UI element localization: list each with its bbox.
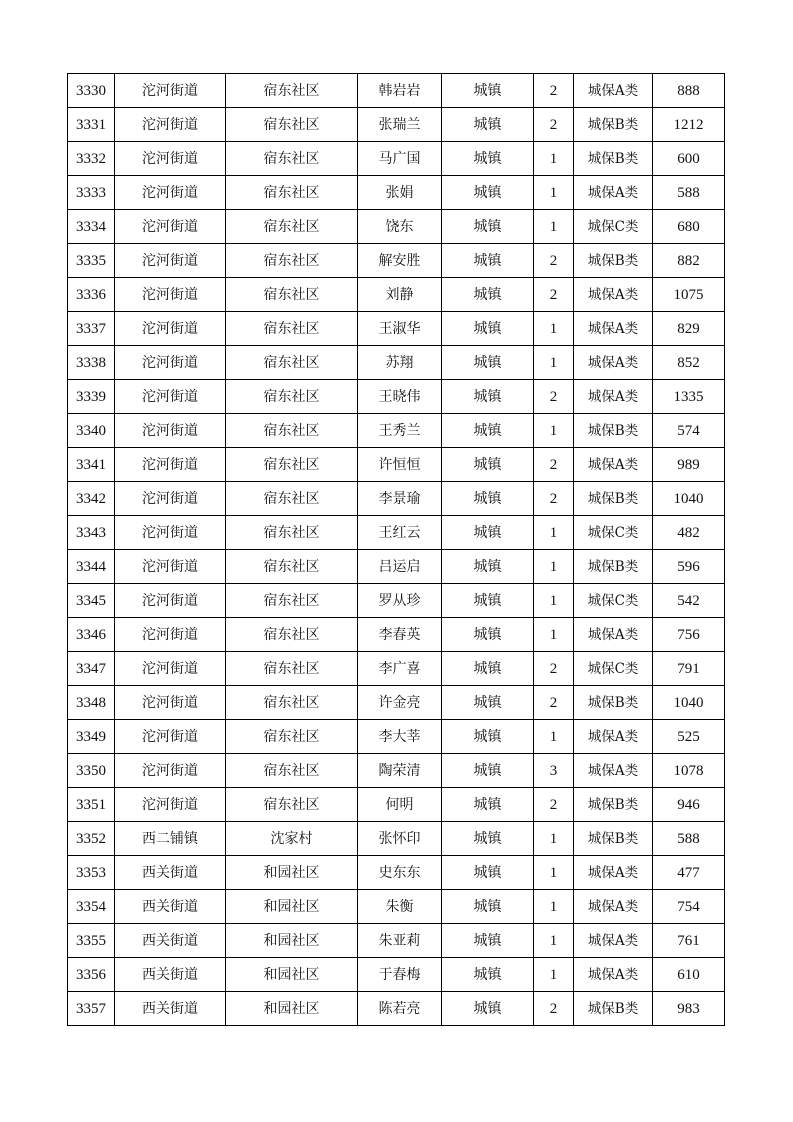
community-cell: 宿东社区 xyxy=(226,652,358,686)
document-page xyxy=(67,73,724,1026)
table-row xyxy=(68,652,725,686)
household-type-cell: 城镇 xyxy=(442,142,534,176)
row-number-cell: 3349 xyxy=(68,720,115,754)
row-number-cell: 3331 xyxy=(68,108,115,142)
table-row xyxy=(68,244,725,278)
household-type-cell: 城镇 xyxy=(442,890,534,924)
table-row xyxy=(68,176,725,210)
household-size-cell: 2 xyxy=(534,686,574,720)
community-cell: 宿东社区 xyxy=(226,584,358,618)
name-cell: 马广国 xyxy=(358,142,442,176)
household-size-cell: 1 xyxy=(534,856,574,890)
row-number-cell: 3334 xyxy=(68,210,115,244)
household-size-cell: 2 xyxy=(534,74,574,108)
household-type-cell: 城镇 xyxy=(442,278,534,312)
community-cell: 和园社区 xyxy=(226,856,358,890)
table-row xyxy=(68,108,725,142)
subdistrict-cell: 西关街道 xyxy=(115,856,226,890)
name-cell: 李大莘 xyxy=(358,720,442,754)
household-size-cell: 1 xyxy=(534,414,574,448)
household-type-cell: 城镇 xyxy=(442,380,534,414)
amount-cell: 983 xyxy=(653,992,725,1026)
community-cell: 宿东社区 xyxy=(226,278,358,312)
amount-cell: 477 xyxy=(653,856,725,890)
row-number-cell: 3344 xyxy=(68,550,115,584)
name-cell: 陶荣清 xyxy=(358,754,442,788)
amount-cell: 946 xyxy=(653,788,725,822)
household-size-cell: 1 xyxy=(534,210,574,244)
row-number-cell: 3346 xyxy=(68,618,115,652)
subdistrict-cell: 沱河街道 xyxy=(115,414,226,448)
name-cell: 饶东 xyxy=(358,210,442,244)
household-size-cell: 1 xyxy=(534,958,574,992)
amount-cell: 882 xyxy=(653,244,725,278)
household-type-cell: 城镇 xyxy=(442,244,534,278)
category-cell: 城保B类 xyxy=(574,686,653,720)
category-cell: 城保A类 xyxy=(574,312,653,346)
category-cell: 城保B类 xyxy=(574,244,653,278)
name-cell: 史东东 xyxy=(358,856,442,890)
row-number-cell: 3332 xyxy=(68,142,115,176)
table-row xyxy=(68,550,725,584)
community-cell: 和园社区 xyxy=(226,992,358,1026)
name-cell: 朱衡 xyxy=(358,890,442,924)
name-cell: 王淑华 xyxy=(358,312,442,346)
row-number-cell: 3347 xyxy=(68,652,115,686)
household-type-cell: 城镇 xyxy=(442,788,534,822)
subsidy-roster-table xyxy=(67,73,725,1026)
subdistrict-cell: 沱河街道 xyxy=(115,618,226,652)
category-cell: 城保A类 xyxy=(574,856,653,890)
category-cell: 城保B类 xyxy=(574,992,653,1026)
category-cell: 城保C类 xyxy=(574,652,653,686)
community-cell: 宿东社区 xyxy=(226,720,358,754)
household-size-cell: 1 xyxy=(534,618,574,652)
household-type-cell: 城镇 xyxy=(442,754,534,788)
table-row xyxy=(68,380,725,414)
subdistrict-cell: 沱河街道 xyxy=(115,210,226,244)
household-type-cell: 城镇 xyxy=(442,856,534,890)
household-size-cell: 1 xyxy=(534,720,574,754)
table-row xyxy=(68,686,725,720)
category-cell: 城保B类 xyxy=(574,550,653,584)
subdistrict-cell: 西关街道 xyxy=(115,890,226,924)
amount-cell: 482 xyxy=(653,516,725,550)
name-cell: 刘静 xyxy=(358,278,442,312)
amount-cell: 574 xyxy=(653,414,725,448)
subdistrict-cell: 沱河街道 xyxy=(115,244,226,278)
subdistrict-cell: 沱河街道 xyxy=(115,482,226,516)
amount-cell: 761 xyxy=(653,924,725,958)
table-row xyxy=(68,890,725,924)
subdistrict-cell: 沱河街道 xyxy=(115,788,226,822)
row-number-cell: 3354 xyxy=(68,890,115,924)
subdistrict-cell: 沱河街道 xyxy=(115,380,226,414)
household-size-cell: 1 xyxy=(534,584,574,618)
household-type-cell: 城镇 xyxy=(442,720,534,754)
category-cell: 城保A类 xyxy=(574,924,653,958)
community-cell: 宿东社区 xyxy=(226,312,358,346)
amount-cell: 1212 xyxy=(653,108,725,142)
household-size-cell: 1 xyxy=(534,890,574,924)
community-cell: 和园社区 xyxy=(226,958,358,992)
table-row xyxy=(68,856,725,890)
amount-cell: 754 xyxy=(653,890,725,924)
household-size-cell: 2 xyxy=(534,992,574,1026)
amount-cell: 588 xyxy=(653,176,725,210)
table-body xyxy=(68,74,725,1026)
table-row xyxy=(68,958,725,992)
row-number-cell: 3333 xyxy=(68,176,115,210)
category-cell: 城保C类 xyxy=(574,516,653,550)
category-cell: 城保A类 xyxy=(574,754,653,788)
amount-cell: 989 xyxy=(653,448,725,482)
community-cell: 宿东社区 xyxy=(226,482,358,516)
amount-cell: 596 xyxy=(653,550,725,584)
household-size-cell: 2 xyxy=(534,788,574,822)
household-size-cell: 2 xyxy=(534,278,574,312)
community-cell: 宿东社区 xyxy=(226,176,358,210)
category-cell: 城保B类 xyxy=(574,142,653,176)
subdistrict-cell: 沱河街道 xyxy=(115,108,226,142)
row-number-cell: 3350 xyxy=(68,754,115,788)
household-size-cell: 2 xyxy=(534,108,574,142)
household-type-cell: 城镇 xyxy=(442,822,534,856)
name-cell: 罗从珍 xyxy=(358,584,442,618)
name-cell: 张娟 xyxy=(358,176,442,210)
household-size-cell: 1 xyxy=(534,550,574,584)
table-row xyxy=(68,482,725,516)
table-row xyxy=(68,278,725,312)
category-cell: 城保A类 xyxy=(574,176,653,210)
community-cell: 宿东社区 xyxy=(226,380,358,414)
table-row xyxy=(68,142,725,176)
name-cell: 解安胜 xyxy=(358,244,442,278)
household-size-cell: 2 xyxy=(534,482,574,516)
household-size-cell: 1 xyxy=(534,924,574,958)
household-type-cell: 城镇 xyxy=(442,992,534,1026)
table-row xyxy=(68,448,725,482)
table-row xyxy=(68,618,725,652)
table-row xyxy=(68,516,725,550)
amount-cell: 791 xyxy=(653,652,725,686)
name-cell: 于春梅 xyxy=(358,958,442,992)
subdistrict-cell: 西关街道 xyxy=(115,958,226,992)
household-size-cell: 2 xyxy=(534,380,574,414)
category-cell: 城保B类 xyxy=(574,788,653,822)
subdistrict-cell: 沱河街道 xyxy=(115,550,226,584)
household-type-cell: 城镇 xyxy=(442,414,534,448)
amount-cell: 588 xyxy=(653,822,725,856)
subdistrict-cell: 沱河街道 xyxy=(115,754,226,788)
amount-cell: 756 xyxy=(653,618,725,652)
row-number-cell: 3345 xyxy=(68,584,115,618)
household-type-cell: 城镇 xyxy=(442,74,534,108)
name-cell: 王晓伟 xyxy=(358,380,442,414)
category-cell: 城保B类 xyxy=(574,414,653,448)
household-type-cell: 城镇 xyxy=(442,652,534,686)
row-number-cell: 3340 xyxy=(68,414,115,448)
category-cell: 城保C类 xyxy=(574,584,653,618)
household-size-cell: 1 xyxy=(534,142,574,176)
amount-cell: 1040 xyxy=(653,482,725,516)
name-cell: 陈若亮 xyxy=(358,992,442,1026)
row-number-cell: 3337 xyxy=(68,312,115,346)
row-number-cell: 3339 xyxy=(68,380,115,414)
name-cell: 朱亚莉 xyxy=(358,924,442,958)
household-size-cell: 1 xyxy=(534,516,574,550)
household-size-cell: 1 xyxy=(534,346,574,380)
household-size-cell: 3 xyxy=(534,754,574,788)
household-size-cell: 2 xyxy=(534,244,574,278)
household-size-cell: 1 xyxy=(534,312,574,346)
amount-cell: 852 xyxy=(653,346,725,380)
amount-cell: 829 xyxy=(653,312,725,346)
community-cell: 宿东社区 xyxy=(226,516,358,550)
household-type-cell: 城镇 xyxy=(442,448,534,482)
category-cell: 城保B类 xyxy=(574,822,653,856)
subdistrict-cell: 沱河街道 xyxy=(115,652,226,686)
category-cell: 城保A类 xyxy=(574,890,653,924)
name-cell: 吕运启 xyxy=(358,550,442,584)
community-cell: 宿东社区 xyxy=(226,74,358,108)
row-number-cell: 3338 xyxy=(68,346,115,380)
table-row xyxy=(68,754,725,788)
subdistrict-cell: 西二铺镇 xyxy=(115,822,226,856)
category-cell: 城保A类 xyxy=(574,618,653,652)
household-size-cell: 1 xyxy=(534,176,574,210)
name-cell: 王红云 xyxy=(358,516,442,550)
row-number-cell: 3351 xyxy=(68,788,115,822)
name-cell: 李景瑜 xyxy=(358,482,442,516)
row-number-cell: 3355 xyxy=(68,924,115,958)
table-row xyxy=(68,822,725,856)
row-number-cell: 3330 xyxy=(68,74,115,108)
amount-cell: 680 xyxy=(653,210,725,244)
household-type-cell: 城镇 xyxy=(442,550,534,584)
name-cell: 韩岩岩 xyxy=(358,74,442,108)
household-type-cell: 城镇 xyxy=(442,312,534,346)
community-cell: 宿东社区 xyxy=(226,448,358,482)
amount-cell: 1075 xyxy=(653,278,725,312)
community-cell: 宿东社区 xyxy=(226,108,358,142)
table-row xyxy=(68,414,725,448)
amount-cell: 600 xyxy=(653,142,725,176)
household-type-cell: 城镇 xyxy=(442,618,534,652)
household-type-cell: 城镇 xyxy=(442,958,534,992)
household-size-cell: 1 xyxy=(534,822,574,856)
community-cell: 和园社区 xyxy=(226,924,358,958)
category-cell: 城保B类 xyxy=(574,482,653,516)
subdistrict-cell: 西关街道 xyxy=(115,924,226,958)
amount-cell: 1040 xyxy=(653,686,725,720)
subdistrict-cell: 沱河街道 xyxy=(115,448,226,482)
category-cell: 城保A类 xyxy=(574,958,653,992)
table-row xyxy=(68,924,725,958)
subdistrict-cell: 沱河街道 xyxy=(115,176,226,210)
row-number-cell: 3352 xyxy=(68,822,115,856)
subdistrict-cell: 沱河街道 xyxy=(115,686,226,720)
name-cell: 李广喜 xyxy=(358,652,442,686)
category-cell: 城保A类 xyxy=(574,448,653,482)
table-row xyxy=(68,584,725,618)
household-type-cell: 城镇 xyxy=(442,210,534,244)
community-cell: 宿东社区 xyxy=(226,210,358,244)
community-cell: 宿东社区 xyxy=(226,788,358,822)
household-size-cell: 2 xyxy=(534,652,574,686)
row-number-cell: 3341 xyxy=(68,448,115,482)
household-type-cell: 城镇 xyxy=(442,482,534,516)
row-number-cell: 3342 xyxy=(68,482,115,516)
community-cell: 宿东社区 xyxy=(226,754,358,788)
subdistrict-cell: 沱河街道 xyxy=(115,584,226,618)
name-cell: 许金亮 xyxy=(358,686,442,720)
subdistrict-cell: 沱河街道 xyxy=(115,516,226,550)
row-number-cell: 3356 xyxy=(68,958,115,992)
table-row xyxy=(68,788,725,822)
amount-cell: 542 xyxy=(653,584,725,618)
community-cell: 宿东社区 xyxy=(226,414,358,448)
row-number-cell: 3336 xyxy=(68,278,115,312)
subdistrict-cell: 沱河街道 xyxy=(115,142,226,176)
category-cell: 城保A类 xyxy=(574,346,653,380)
category-cell: 城保C类 xyxy=(574,210,653,244)
table-row xyxy=(68,992,725,1026)
row-number-cell: 3335 xyxy=(68,244,115,278)
household-type-cell: 城镇 xyxy=(442,108,534,142)
row-number-cell: 3353 xyxy=(68,856,115,890)
community-cell: 宿东社区 xyxy=(226,618,358,652)
name-cell: 许恒恒 xyxy=(358,448,442,482)
household-type-cell: 城镇 xyxy=(442,924,534,958)
category-cell: 城保A类 xyxy=(574,278,653,312)
category-cell: 城保A类 xyxy=(574,380,653,414)
row-number-cell: 3357 xyxy=(68,992,115,1026)
name-cell: 李春英 xyxy=(358,618,442,652)
name-cell: 张瑞兰 xyxy=(358,108,442,142)
table-row xyxy=(68,312,725,346)
household-type-cell: 城镇 xyxy=(442,176,534,210)
name-cell: 何明 xyxy=(358,788,442,822)
table-row xyxy=(68,74,725,108)
subdistrict-cell: 沱河街道 xyxy=(115,312,226,346)
community-cell: 和园社区 xyxy=(226,890,358,924)
category-cell: 城保A类 xyxy=(574,74,653,108)
row-number-cell: 3343 xyxy=(68,516,115,550)
subdistrict-cell: 沱河街道 xyxy=(115,346,226,380)
table-row xyxy=(68,720,725,754)
row-number-cell: 3348 xyxy=(68,686,115,720)
community-cell: 沈家村 xyxy=(226,822,358,856)
community-cell: 宿东社区 xyxy=(226,244,358,278)
category-cell: 城保B类 xyxy=(574,108,653,142)
community-cell: 宿东社区 xyxy=(226,142,358,176)
subdistrict-cell: 西关街道 xyxy=(115,992,226,1026)
subdistrict-cell: 沱河街道 xyxy=(115,278,226,312)
name-cell: 王秀兰 xyxy=(358,414,442,448)
subdistrict-cell: 沱河街道 xyxy=(115,720,226,754)
community-cell: 宿东社区 xyxy=(226,346,358,380)
name-cell: 苏翔 xyxy=(358,346,442,380)
household-type-cell: 城镇 xyxy=(442,516,534,550)
household-type-cell: 城镇 xyxy=(442,584,534,618)
amount-cell: 525 xyxy=(653,720,725,754)
community-cell: 宿东社区 xyxy=(226,550,358,584)
table-row xyxy=(68,210,725,244)
household-size-cell: 2 xyxy=(534,448,574,482)
subdistrict-cell: 沱河街道 xyxy=(115,74,226,108)
name-cell: 张怀印 xyxy=(358,822,442,856)
table-row xyxy=(68,346,725,380)
household-type-cell: 城镇 xyxy=(442,686,534,720)
community-cell: 宿东社区 xyxy=(226,686,358,720)
category-cell: 城保A类 xyxy=(574,720,653,754)
household-type-cell: 城镇 xyxy=(442,346,534,380)
amount-cell: 888 xyxy=(653,74,725,108)
amount-cell: 610 xyxy=(653,958,725,992)
amount-cell: 1335 xyxy=(653,380,725,414)
amount-cell: 1078 xyxy=(653,754,725,788)
